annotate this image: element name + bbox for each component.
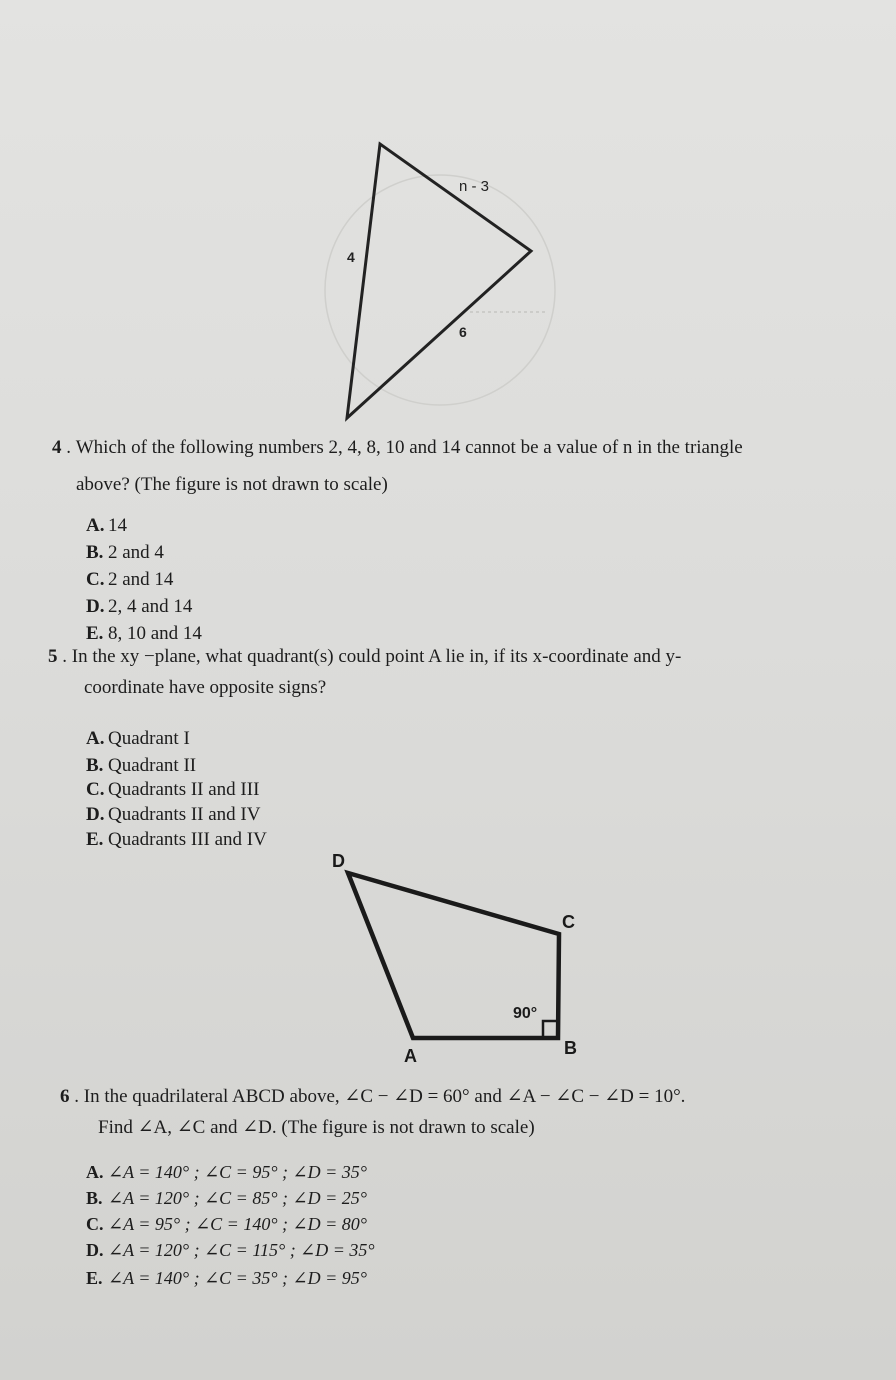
question-6-number: 6 bbox=[60, 1086, 70, 1107]
option-letter: C. bbox=[86, 779, 105, 800]
vertex-label-c: C bbox=[562, 912, 575, 932]
q6-option-c[interactable] bbox=[86, 1211, 367, 1238]
option-letter: D. bbox=[86, 1240, 104, 1260]
option-text: 2 and 4 bbox=[108, 542, 164, 563]
question-5: 5 . In the xy −plane, what quadrant(s) could point A lie in, if its x-coordinate and y- coordinate have opposite signs? bbox=[48, 643, 878, 701]
option-letter: A. bbox=[86, 515, 105, 536]
option-letter: D. bbox=[86, 596, 105, 617]
option-letter: E. bbox=[86, 1268, 103, 1288]
option-text: 8, 10 and 14 bbox=[108, 623, 202, 644]
question-6: 6 . In the quadrilateral ABCD above, ∠C − ∠D = 60° and ∠A − ∠C − ∠D = 10°. Find ∠A, ∠C and ∠D. (The figure is not drawn to scale) bbox=[60, 1083, 880, 1141]
option-letter: E. bbox=[86, 623, 104, 644]
option-text: Quadrants II and IV bbox=[108, 804, 261, 825]
side-label-bottom: 6 bbox=[459, 324, 467, 340]
vertex-label-a: A bbox=[404, 1046, 417, 1066]
triangle-shape bbox=[347, 144, 531, 418]
q6-option-d[interactable] bbox=[86, 1237, 375, 1264]
right-angle-marker bbox=[543, 1021, 558, 1038]
option-text: 2 and 14 bbox=[108, 569, 174, 590]
angle-label-b: 90° bbox=[513, 1005, 538, 1022]
q4-option-d[interactable] bbox=[86, 593, 192, 620]
q5-option-c[interactable] bbox=[86, 776, 259, 803]
side-label-top: n - 3 bbox=[459, 178, 490, 195]
option-letter: A. bbox=[86, 728, 105, 749]
triangle-figure bbox=[0, 0, 896, 440]
question-5-text: In the xy −plane, what quadrant(s) could point A lie in, if its x-coordinate and y- bbox=[71, 646, 682, 667]
question-6-text: In the quadrilateral ABCD above, ∠C − ∠D = 60° and ∠A − ∠C − ∠D = 10°. bbox=[83, 1086, 686, 1107]
question-5-number: 5 bbox=[48, 646, 58, 667]
q6-option-e[interactable] bbox=[86, 1265, 367, 1292]
side-label-left: 4 bbox=[347, 249, 355, 265]
q4-option-c[interactable] bbox=[86, 566, 173, 593]
option-letter: C. bbox=[86, 1214, 104, 1234]
option-text: ∠A = 140° ; ∠C = 35° ; ∠D = 95° bbox=[108, 1268, 367, 1288]
option-text: 2, 4 and 14 bbox=[108, 596, 193, 617]
q5-option-d[interactable] bbox=[86, 801, 260, 828]
faint-circle-trace bbox=[325, 175, 555, 405]
option-letter: B. bbox=[86, 542, 104, 563]
option-text: Quadrant I bbox=[108, 728, 190, 749]
option-letter: D. bbox=[86, 804, 105, 825]
q4-option-a[interactable] bbox=[86, 512, 127, 539]
option-text: ∠A = 140° ; ∠C = 95° ; ∠D = 35° bbox=[108, 1162, 367, 1182]
q6-option-b[interactable] bbox=[86, 1185, 367, 1212]
option-letter: C. bbox=[86, 569, 105, 590]
question-4: 4 . Which of the following numbers 2, 4, 8, 10 and 14 cannot be a value of n in the triangle above? (The figure is not drawn to scale) bbox=[52, 434, 882, 498]
option-text: Quadrant II bbox=[108, 755, 197, 776]
option-letter: B. bbox=[86, 1188, 103, 1208]
q4-option-b[interactable] bbox=[86, 539, 164, 566]
option-letter: B. bbox=[86, 755, 104, 776]
option-letter: E. bbox=[86, 829, 104, 850]
option-text: Quadrants III and IV bbox=[108, 829, 267, 850]
question-5-text-cont: coordinate have opposite signs? bbox=[84, 677, 327, 698]
vertex-label-d: D bbox=[332, 851, 345, 871]
option-text: ∠A = 120° ; ∠C = 115° ; ∠D = 35° bbox=[108, 1240, 375, 1260]
option-text: Quadrants II and III bbox=[108, 779, 260, 800]
question-4-number: 4 bbox=[52, 437, 62, 458]
option-letter: A. bbox=[86, 1162, 104, 1182]
option-text: ∠A = 120° ; ∠C = 85° ; ∠D = 25° bbox=[108, 1188, 367, 1208]
question-4-text: Which of the following numbers 2, 4, 8, 10 and 14 cannot be a value of n in the triangle bbox=[75, 437, 743, 458]
q5-option-a[interactable] bbox=[86, 725, 190, 752]
question-4-text-cont: above? (The figure is not drawn to scale) bbox=[76, 474, 388, 495]
quadrilateral-figure bbox=[0, 840, 896, 1070]
q6-option-a[interactable] bbox=[86, 1159, 367, 1186]
option-text: 14 bbox=[108, 515, 127, 536]
question-6-text-cont: Find ∠A, ∠C and ∠D. (The figure is not drawn to scale) bbox=[98, 1117, 535, 1138]
q5-option-b[interactable] bbox=[86, 752, 196, 779]
vertex-label-b: B bbox=[564, 1038, 577, 1058]
option-text: ∠A = 95° ; ∠C = 140° ; ∠D = 80° bbox=[108, 1214, 367, 1234]
